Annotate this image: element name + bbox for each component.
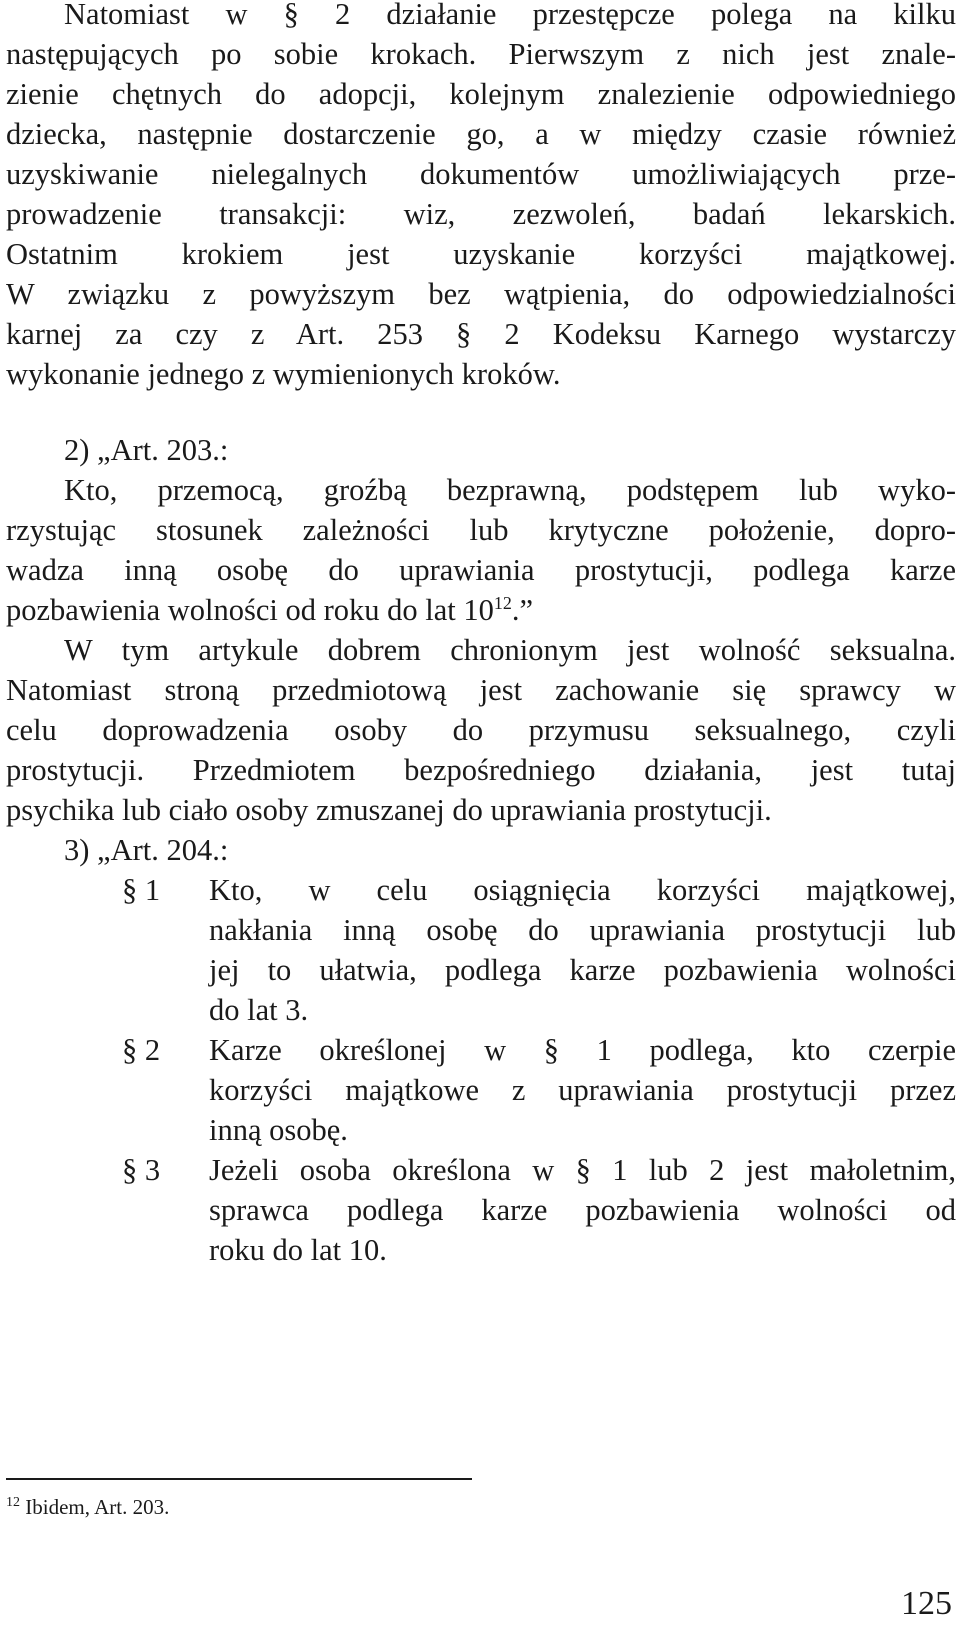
quote-line: rzystując stosunek zależności lub krytyczne położenie, dopro- bbox=[6, 513, 956, 547]
quote-line bbox=[6, 590, 956, 630]
article-heading: 2) „Art. 203.: bbox=[64, 433, 229, 467]
quote-close: .” bbox=[511, 593, 534, 627]
quote-text: pozbawienia wolności od roku do lat 10 bbox=[6, 593, 494, 627]
section-number: § 1 bbox=[122, 873, 161, 907]
section-line: Kto, w celu osiągnięcia korzyści majątkowej, bbox=[209, 873, 956, 907]
text-line: Natomiast w § 2 działanie przestępcze polega na kilku bbox=[64, 0, 956, 31]
section-line: nakłania inną osobę do uprawiania prostytucji lub bbox=[209, 913, 956, 947]
text-line: następujących po sobie krokach. Pierwszym z nich jest znale- bbox=[6, 37, 956, 71]
commentary-line: W tym artykule dobrem chronionym jest wolność seksualna. bbox=[64, 633, 956, 667]
section-line: do lat 3. bbox=[209, 993, 309, 1027]
commentary-line: celu doprowadzenia osoby do przymusu seksualnego, czyli bbox=[6, 713, 956, 747]
section-line: Karze określonej w § 1 podlega, kto czerpie bbox=[209, 1033, 956, 1067]
quote-line: wadza inną osobę do uprawiania prostytucji, podlega karze bbox=[6, 553, 956, 587]
section-number: § 2 bbox=[122, 1033, 161, 1067]
page-number: 125 bbox=[901, 1585, 952, 1622]
article-heading: 3) „Art. 204.: bbox=[64, 833, 229, 867]
text-line: uzyskiwanie nielegalnych dokumentów umożliwiających prze- bbox=[6, 157, 956, 191]
text-line: dziecka, następnie dostarczenie go, a w między czasie również bbox=[6, 117, 956, 151]
text-line: W związku z powyższym bez wątpienia, do odpowiedzialności bbox=[6, 277, 956, 311]
section-line: sprawca podlega karze pozbawienia wolności od bbox=[209, 1193, 956, 1227]
commentary-line: psychika lub ciało osoby zmuszanej do uprawiania prostytucji. bbox=[6, 793, 772, 827]
commentary-line: prostytucji. Przedmiotem bezpośredniego działania, jest tutaj bbox=[6, 753, 956, 787]
footnote-reference: 12 bbox=[493, 593, 512, 613]
section-line: jej to ułatwia, podlega karze pozbawienia wolności bbox=[209, 953, 956, 987]
footnote bbox=[6, 1494, 169, 1520]
section-line: korzyści majątkowe z uprawiania prostytucji przez bbox=[209, 1073, 956, 1107]
section-line: roku do lat 10. bbox=[209, 1233, 387, 1267]
section-number: § 3 bbox=[122, 1153, 161, 1187]
quote-line: Kto, przemocą, groźbą bezprawną, podstępem lub wyko- bbox=[64, 473, 956, 507]
commentary-line: Natomiast stroną przedmiotową jest zachowanie się sprawcy w bbox=[6, 673, 956, 707]
text-line: prowadzenie transakcji: wiz, zezwoleń, badań lekarskich. bbox=[6, 197, 956, 231]
footnote-number: 12 bbox=[6, 1495, 20, 1510]
section-line: Jeżeli osoba określona w § 1 lub 2 jest małoletnim, bbox=[209, 1153, 956, 1187]
footnote-text: Ibidem, Art. 203. bbox=[20, 1495, 170, 1519]
text-line: zienie chętnych do adopcji, kolejnym znalezienie odpowiedniego bbox=[6, 77, 956, 111]
text-line: karnej za czy z Art. 253 § 2 Kodeksu Karnego wystarczy bbox=[6, 317, 956, 351]
text-line: wykonanie jednego z wymienionych kroków. bbox=[6, 357, 561, 391]
text-line: Ostatnim krokiem jest uzyskanie korzyści majątkowej. bbox=[6, 237, 956, 271]
footnote-divider bbox=[6, 1478, 472, 1480]
section-line: inną osobę. bbox=[209, 1113, 348, 1147]
